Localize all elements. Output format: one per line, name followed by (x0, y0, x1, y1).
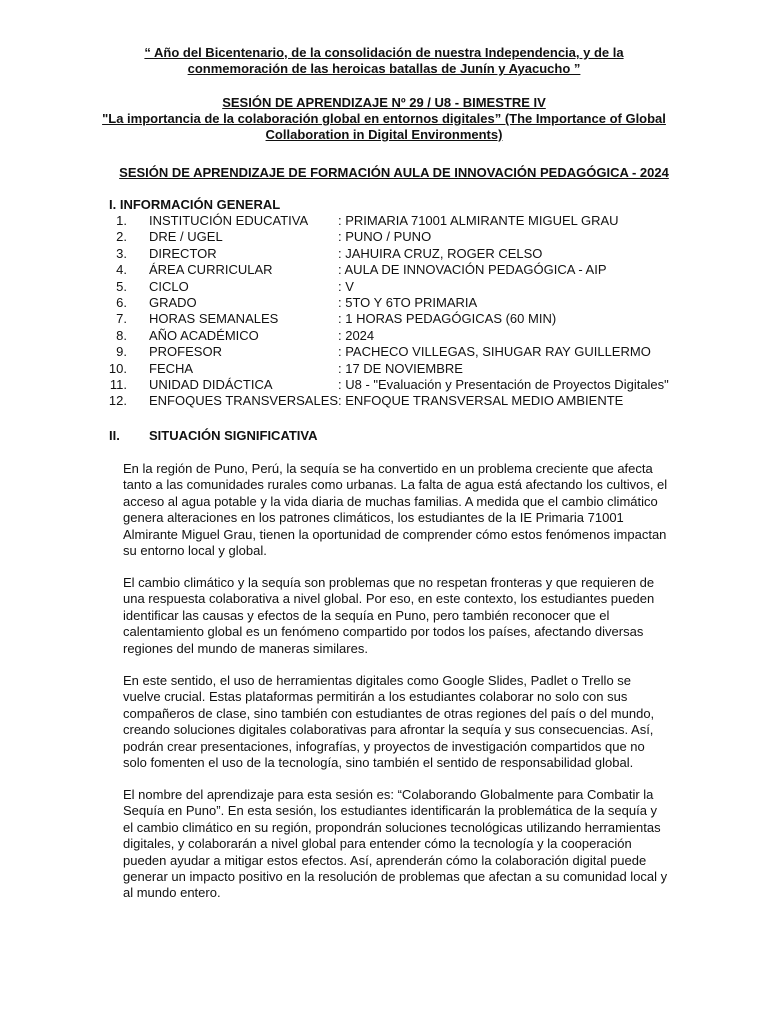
info-row (100, 377, 700, 393)
info-value: : V (338, 278, 354, 294)
info-value: : PRIMARIA 71001 ALMIRANTE MIGUEL GRAU (338, 213, 619, 228)
session-title: "La importancia de la colaboración global en entornos digitales” (The Importance of Global Collaboration in Digital Environments) (102, 111, 666, 142)
info-label: FECHA (149, 360, 194, 376)
info-value: : AULA DE INNOVACIÓN PEDAGÓGICA - AIP (338, 262, 607, 278)
info-label: HORAS SEMANALES (149, 311, 279, 327)
info-number: 2. (116, 229, 127, 245)
info-row (100, 295, 700, 311)
info-label: DRE / UGEL (149, 229, 223, 245)
paragraph-3: En este sentido, el uso de herramientas digitales como Google Slides, Padlet o Trello se vuelve crucial. Estas plataformas permitirán a los estudiantes colaborar no solo con sus compañeros de clase, sino también con estudiantes de otras regiones del país o del mundo, creando soluciones digitales colaborativas para afrontar la sequía y sus consecuencias. Así, podrán crear presentaciones, infografías, y proyectos de investigación compartidos que no solo fomenten el uso de la tecnología, sino también el sentido de responsabilidad global. (123, 673, 655, 771)
info-label: ÁREA CURRICULAR (149, 262, 273, 278)
info-number: 8. (116, 327, 127, 343)
info-value: : PACHECO VILLEGAS, SIHUGAR RAY GUILLERMO (338, 344, 651, 360)
info-value: : U8 - "Evaluación y Presentación de Proyectos Digitales" (338, 377, 669, 392)
info-row (100, 213, 700, 229)
info-number: 5. (116, 278, 127, 294)
info-label: UNIDAD DIDÁCTICA (149, 377, 273, 392)
info-number: 11. (109, 377, 127, 392)
info-number: 7. (116, 311, 127, 327)
info-value: : 5TO Y 6TO PRIMARIA (338, 295, 478, 310)
info-row (100, 229, 700, 245)
info-label: CICLO (149, 278, 189, 294)
info-number: 4. (116, 262, 127, 278)
info-row (100, 262, 700, 278)
info-number: 3. (116, 245, 127, 261)
info-row (100, 246, 700, 262)
info-label: AÑO ACADÉMICO (149, 327, 259, 343)
info-number: 10. (108, 360, 127, 376)
info-label: ENFOQUES TRANSVERSALES (149, 393, 339, 409)
section-2-number: II. (109, 428, 120, 443)
info-label: INSTITUCIÓN EDUCATIVA (149, 213, 309, 228)
year-heading: “ Año del Bicentenario, de la consolidación de nuestra Independencia, y de la conmemoración de las heroicas batallas de Junín y Ayacucho ” (144, 45, 624, 76)
info-value: : JAHUIRA CRUZ, ROGER CELSO (338, 245, 543, 261)
info-row (100, 344, 700, 360)
info-row (100, 328, 700, 344)
info-number: 12. (108, 393, 127, 409)
paragraph-2: El cambio climático y la sequía son problemas que no respetan fronteras y que requieren de una respuesta colaborativa a nivel global. Por eso, en este contexto, los estudiantes pueden identificar las causas y efectos de la sequía en Puno, pero también reconocer que el calentamiento global es un fenómeno compartido por todos los países, afectando diversas regiones del mundo de maneras similares. (123, 575, 655, 656)
info-value: : 2024 (338, 327, 375, 343)
section-2-heading: SITUACIÓN SIGNIFICATIVA (149, 428, 318, 443)
session-heading: SESIÓN DE APRENDIZAJE Nº 29 / U8 - BIMESTRE IV (222, 95, 546, 110)
info-value: : 1 HORAS PEDAGÓGICAS (60 MIN) (338, 311, 557, 327)
section-1-heading: I. INFORMACIÓN GENERAL (109, 197, 281, 212)
info-row (100, 361, 700, 377)
info-value: : PUNO / PUNO (338, 229, 432, 245)
formation-heading: SESIÓN DE APRENDIZAJE DE FORMACIÓN AULA DE INNOVACIÓN PEDAGÓGICA - 2024 (119, 165, 669, 180)
paragraph-1: En la región de Puno, Perú, la sequía se ha convertido en un problema creciente que afecta tanto a las comunidades rurales como urbanas. La falta de agua está afectando los cultivos, el acceso al agua potable y la vida diaria de muchas familias. A medida que el cambio climático genera alteraciones en los patrones climáticos, los estudiantes de la IE Primaria 71001 Almirante Miguel Grau, tienen la oportunidad de comprender cómo estos fenómenos impactan su entorno local y global. (123, 461, 668, 559)
info-row (100, 311, 700, 327)
info-label: GRADO (149, 295, 197, 310)
info-label: PROFESOR (149, 344, 222, 360)
info-label: DIRECTOR (149, 245, 217, 261)
info-row (100, 393, 700, 409)
paragraph-4: El nombre del aprendizaje para esta sesión es: “Colaborando Globalmente para Combatir la Sequía en Puno”. En esta sesión, los estudiantes identificarán la problemática de la sequía y el cambio climático en su región, propondrán soluciones tecnológicas utilizando herramientas digitales, y colaborarán a nivel global para entender cómo la tecnología y la cooperación pueden ayudar a mitigar estos efectos. Así, aprenderán cómo la colaboración digital puede generar un impacto positivo en la resolución de problemas que afectan a su comunidad local y al mundo entero. (123, 787, 668, 901)
info-row (100, 279, 700, 295)
info-number: 6. (116, 295, 127, 310)
info-number: 9. (116, 344, 127, 360)
info-value: : ENFOQUE TRANSVERSAL MEDIO AMBIENTE (338, 393, 624, 409)
info-value: : 17 DE NOVIEMBRE (338, 360, 463, 376)
info-number: 1. (116, 213, 127, 228)
